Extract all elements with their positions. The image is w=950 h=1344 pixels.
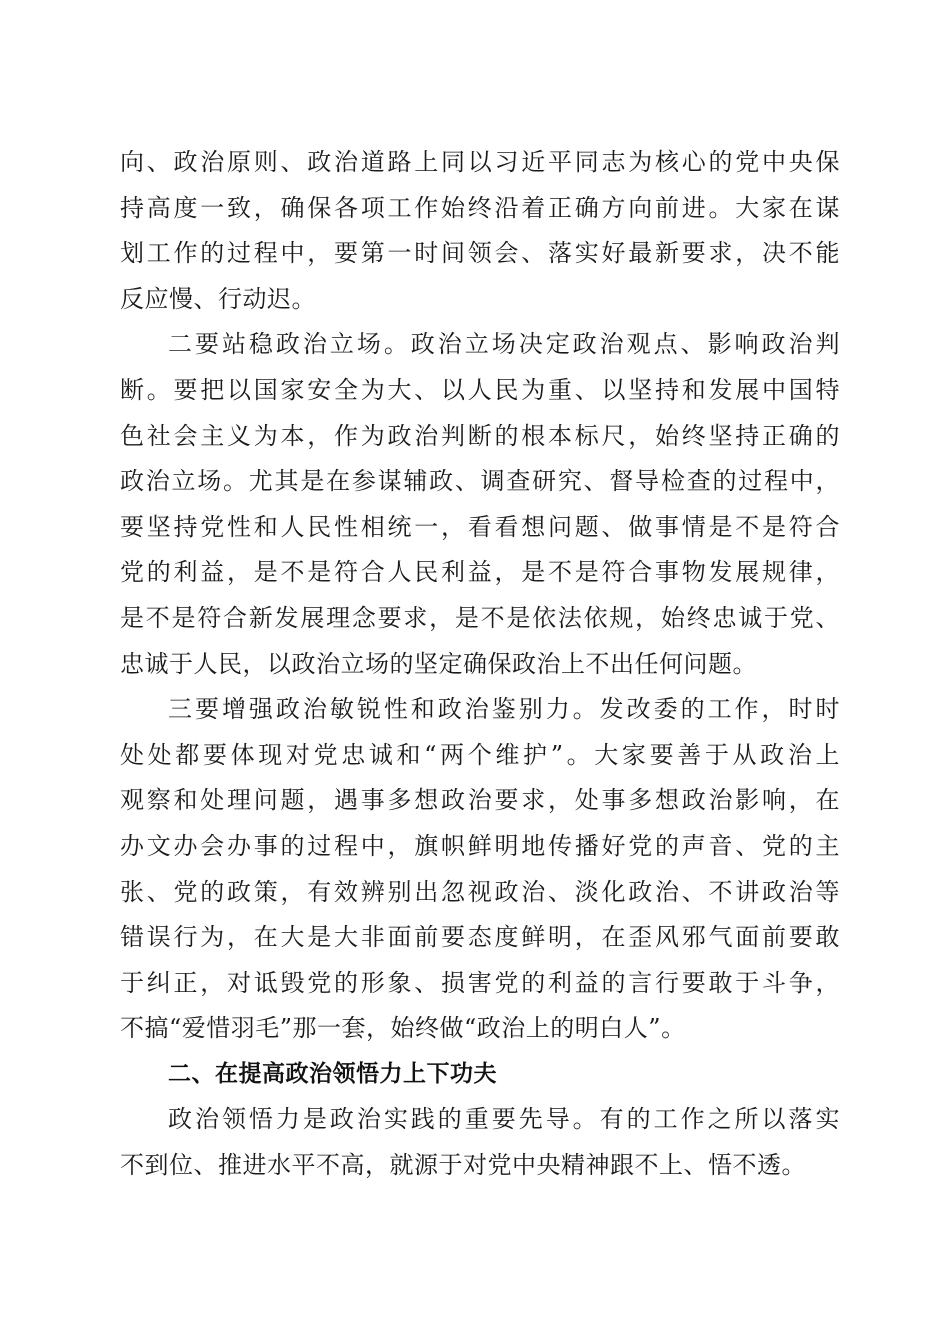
section-heading: 二、在提高政治领悟力上下功夫 xyxy=(168,1060,497,1087)
paragraph-stand-firm-political-position xyxy=(120,322,840,687)
text-line: 办文办会办事的过程中，旗帜鲜明地传播好党的声音、党的主 xyxy=(120,831,840,860)
text-line: 反应慢、行动迟。 xyxy=(120,284,316,313)
paragraph-continued xyxy=(120,140,840,322)
text-line: 错误行为，在大是大非面前要态度鲜明，在歪风邪气面前要敢 xyxy=(120,923,840,952)
text-line: 党的利益，是不是符合人民利益，是不是符合事物发展规律， xyxy=(120,558,840,587)
paragraph-political-comprehension xyxy=(120,1097,840,1188)
text-line: 向、政治原则、政治道路上同以习近平同志为核心的党中央保 xyxy=(120,148,840,176)
text-line: 二要站稳政治立场。政治立场决定政治观点、影响政治判 xyxy=(168,330,840,359)
text-line: 要坚持党性和人民性相统一，看看想问题、做事情是不是符合 xyxy=(120,512,840,541)
text-line: 色社会主义为本，作为政治判断的根本标尺，始终坚持正确的 xyxy=(120,421,840,450)
text-line: 三要增强政治敏锐性和政治鉴别力。发改委的工作，时时 xyxy=(168,695,840,724)
text-line: 忠诚于人民，以政治立场的坚定确保政治上不出任何问题。 xyxy=(120,649,757,678)
text-line: 不到位、推进水平不高，就源于对党中央精神跟不上、悟不透。 xyxy=(120,1151,806,1180)
text-line: 持高度一致，确保各项工作始终沿着正确方向前进。大家在谋 xyxy=(120,193,840,222)
text-line: 划工作的过程中，要第一时间领会、落实好最新要求，决不能 xyxy=(120,239,840,268)
text-line: 张、党的政策，有效辨别出忽视政治、淡化政治、不讲政治等 xyxy=(120,877,840,906)
document-body xyxy=(120,140,840,1189)
text-line: 处处都要体现对党忠诚和“两个维护”。大家要善于从政治上 xyxy=(120,740,840,769)
text-line: 政治立场。尤其是在参谋辅政、调查研究、督导检查的过程中， xyxy=(120,467,840,496)
paragraph-political-sensitivity xyxy=(120,687,840,1052)
text-line: 观察和处理问题，遇事多想政治要求，处事多想政治影响，在 xyxy=(120,786,840,815)
text-line: 是不是符合新发展理念要求，是不是依法依规，始终忠诚于党、 xyxy=(120,603,840,632)
text-line: 断。要把以国家安全为大、以人民为重、以坚持和发展中国特 xyxy=(120,375,840,404)
text-line: 于纠正，对诋毁党的形象、损害党的利益的言行要敢于斗争， xyxy=(120,968,840,997)
text-line: 政治领悟力是政治实践的重要先导。有的工作之所以落实 xyxy=(168,1105,840,1134)
text-line: 不搞“爱惜羽毛”那一套，始终做“政治上的明白人”。 xyxy=(120,1014,686,1043)
